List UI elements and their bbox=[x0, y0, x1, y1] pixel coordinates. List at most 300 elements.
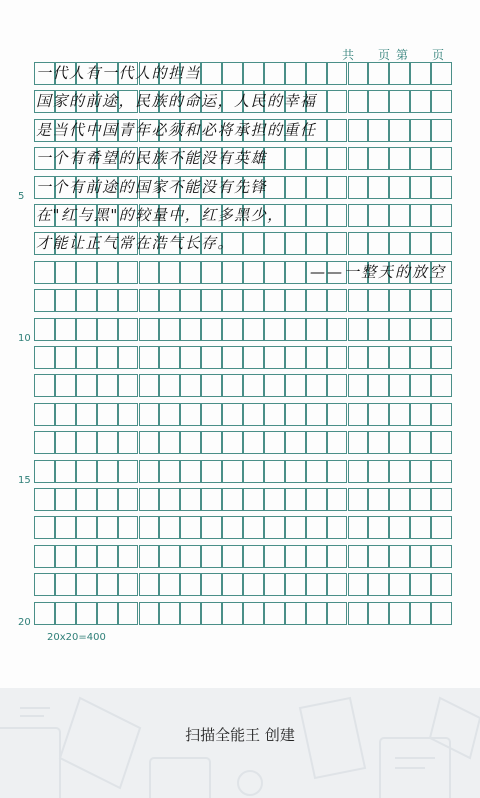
grid-cell bbox=[410, 90, 431, 113]
grid-cell bbox=[97, 346, 118, 369]
grid-cell bbox=[348, 545, 369, 568]
grid-cell bbox=[306, 374, 327, 397]
grid-cell bbox=[159, 431, 180, 454]
grid-cell bbox=[76, 346, 97, 369]
grid-cell bbox=[389, 318, 410, 341]
grid-cell bbox=[431, 204, 452, 227]
grid-cell bbox=[180, 460, 201, 483]
grid-cell bbox=[410, 602, 431, 625]
grid-cell bbox=[410, 545, 431, 568]
grid-cell bbox=[410, 289, 431, 312]
grid-cell bbox=[348, 431, 369, 454]
grid-cell bbox=[180, 602, 201, 625]
grid-row bbox=[34, 545, 452, 568]
page-counter-header: 共 页第 页 bbox=[341, 48, 450, 62]
grid-cell bbox=[201, 460, 222, 483]
grid-cell bbox=[222, 289, 243, 312]
grid-cell bbox=[55, 318, 76, 341]
grid-cell bbox=[34, 261, 55, 284]
grid-cell bbox=[118, 545, 139, 568]
grid-cell bbox=[76, 431, 97, 454]
grid-cell bbox=[431, 232, 452, 255]
grid-cell bbox=[327, 289, 348, 312]
grid-cell bbox=[431, 318, 452, 341]
author-signature: ——一整天的放空 bbox=[309, 262, 446, 281]
grid-cell bbox=[243, 318, 264, 341]
grid-cell bbox=[243, 289, 264, 312]
row-number-20: 20 bbox=[18, 617, 31, 628]
grid-cell bbox=[201, 602, 222, 625]
grid-cell bbox=[264, 232, 285, 255]
grid-cell bbox=[118, 460, 139, 483]
grid-cell bbox=[264, 516, 285, 539]
grid-cell bbox=[139, 346, 160, 369]
grid-cell bbox=[306, 545, 327, 568]
grid-cell bbox=[139, 289, 160, 312]
grid-cell bbox=[222, 261, 243, 284]
grid-cell bbox=[264, 62, 285, 85]
grid-cell bbox=[97, 545, 118, 568]
grid-cell bbox=[327, 318, 348, 341]
grid-cell bbox=[306, 318, 327, 341]
grid-cell bbox=[348, 62, 369, 85]
grid-cell bbox=[264, 431, 285, 454]
grid-cell bbox=[327, 516, 348, 539]
grid-cell bbox=[222, 346, 243, 369]
grid-cell bbox=[97, 289, 118, 312]
grid-cell bbox=[431, 403, 452, 426]
grid-cell bbox=[222, 488, 243, 511]
grid-cell bbox=[264, 147, 285, 170]
grid-cell bbox=[222, 403, 243, 426]
grid-cell bbox=[34, 403, 55, 426]
grid-cell bbox=[327, 90, 348, 113]
grid-row bbox=[34, 460, 452, 483]
grid-cell bbox=[410, 460, 431, 483]
grid-cell bbox=[264, 403, 285, 426]
grid-cell bbox=[431, 119, 452, 142]
grid-row bbox=[34, 488, 452, 511]
handwritten-line: 一个有前途的国家不能没有先锋 bbox=[36, 177, 268, 196]
grid-cell bbox=[264, 460, 285, 483]
grid-cell bbox=[180, 318, 201, 341]
grid-cell bbox=[431, 346, 452, 369]
grid-cell bbox=[243, 403, 264, 426]
grid-cell bbox=[201, 62, 222, 85]
grid-cell bbox=[410, 431, 431, 454]
grid-cell bbox=[159, 488, 180, 511]
grid-cell bbox=[139, 374, 160, 397]
grid-cell bbox=[139, 516, 160, 539]
grid-row bbox=[34, 147, 452, 170]
grid-cell bbox=[327, 119, 348, 142]
grid-cell bbox=[368, 403, 389, 426]
grid-cell bbox=[389, 431, 410, 454]
grid-cell bbox=[264, 176, 285, 199]
grid-cell bbox=[34, 289, 55, 312]
grid-cell bbox=[410, 573, 431, 596]
grid-cell bbox=[55, 516, 76, 539]
grid-cell bbox=[180, 573, 201, 596]
grid-cell bbox=[431, 431, 452, 454]
grid-cell bbox=[264, 374, 285, 397]
grid-cell bbox=[306, 204, 327, 227]
grid-cell bbox=[327, 460, 348, 483]
handwritten-line: 才能让正气常在浩气长存。 bbox=[36, 234, 235, 253]
grid-cell bbox=[159, 602, 180, 625]
grid-cell bbox=[368, 573, 389, 596]
grid-cell bbox=[410, 318, 431, 341]
grid-cell bbox=[285, 460, 306, 483]
grid-cell bbox=[389, 545, 410, 568]
grid-cell bbox=[327, 62, 348, 85]
grid-cell bbox=[410, 374, 431, 397]
grid-cell bbox=[389, 90, 410, 113]
grid-cell bbox=[306, 488, 327, 511]
grid-cell bbox=[222, 516, 243, 539]
grid-cell bbox=[285, 204, 306, 227]
grid-cell bbox=[180, 545, 201, 568]
grid-cell bbox=[201, 289, 222, 312]
grid-cell bbox=[368, 204, 389, 227]
grid-cell bbox=[306, 403, 327, 426]
grid-cell bbox=[201, 346, 222, 369]
handwritten-line: 国家的前途，民族的命运，人民的幸福 bbox=[36, 92, 317, 111]
grid-cell bbox=[55, 488, 76, 511]
handwritten-line: 在"红与黑"的较量中，红多黑少， bbox=[36, 206, 284, 224]
grid-cell bbox=[34, 346, 55, 369]
grid-cell bbox=[55, 403, 76, 426]
grid-cell bbox=[180, 516, 201, 539]
grid-cell bbox=[222, 460, 243, 483]
grid-cell bbox=[368, 488, 389, 511]
grid-cell bbox=[368, 318, 389, 341]
grid-cell bbox=[118, 488, 139, 511]
grid-cell bbox=[327, 147, 348, 170]
grid-cell bbox=[159, 374, 180, 397]
grid-cell bbox=[97, 516, 118, 539]
grid-cell bbox=[285, 403, 306, 426]
grid-cell bbox=[348, 346, 369, 369]
grid-row bbox=[34, 346, 452, 369]
grid-cell bbox=[118, 346, 139, 369]
footer-banner bbox=[0, 688, 480, 798]
grid-cell bbox=[410, 147, 431, 170]
grid-row bbox=[34, 374, 452, 397]
grid-cell bbox=[180, 403, 201, 426]
grid-cell bbox=[243, 62, 264, 85]
grid-cell bbox=[222, 374, 243, 397]
grid-cell bbox=[285, 147, 306, 170]
grid-cell bbox=[159, 346, 180, 369]
grid-cell bbox=[389, 147, 410, 170]
grid-cell bbox=[285, 62, 306, 85]
grid-cell bbox=[159, 460, 180, 483]
grid-cell bbox=[76, 460, 97, 483]
grid-cell bbox=[34, 374, 55, 397]
grid-cell bbox=[285, 289, 306, 312]
grid-cell bbox=[389, 403, 410, 426]
grid-cell bbox=[264, 289, 285, 312]
grid-cell bbox=[431, 602, 452, 625]
grid-cell bbox=[285, 431, 306, 454]
grid-cell bbox=[285, 374, 306, 397]
grid-cell bbox=[118, 403, 139, 426]
grid-cell bbox=[327, 374, 348, 397]
grid-cell bbox=[368, 90, 389, 113]
grid-cell bbox=[431, 545, 452, 568]
grid-cell bbox=[327, 431, 348, 454]
grid-cell bbox=[348, 318, 369, 341]
grid-cell bbox=[76, 403, 97, 426]
grid-cell bbox=[285, 602, 306, 625]
grid-cell bbox=[180, 374, 201, 397]
manuscript-grid bbox=[34, 62, 452, 624]
grid-cell bbox=[264, 346, 285, 369]
grid-cell bbox=[431, 374, 452, 397]
grid-cell bbox=[410, 516, 431, 539]
grid-row bbox=[34, 318, 452, 341]
grid-cell bbox=[180, 431, 201, 454]
grid-cell bbox=[201, 488, 222, 511]
grid-cell bbox=[348, 204, 369, 227]
grid-row bbox=[34, 573, 452, 596]
grid-row bbox=[34, 431, 452, 454]
grid-cell bbox=[410, 403, 431, 426]
grid-cell bbox=[348, 602, 369, 625]
grid-cell bbox=[431, 488, 452, 511]
grid-cell bbox=[327, 403, 348, 426]
grid-cell bbox=[368, 147, 389, 170]
grid-cell bbox=[139, 403, 160, 426]
grid-cell bbox=[348, 488, 369, 511]
grid-cell bbox=[327, 545, 348, 568]
grid-cell bbox=[431, 62, 452, 85]
grid-cell bbox=[389, 516, 410, 539]
handwritten-line: 一个有希望的民族不能没有英雄 bbox=[36, 149, 268, 168]
handwritten-line: 是当代中国青年必须和必将承担的重任 bbox=[36, 120, 317, 139]
grid-cell bbox=[368, 460, 389, 483]
row-number-10: 10 bbox=[18, 333, 31, 344]
grid-cell bbox=[243, 545, 264, 568]
grid-cell bbox=[76, 602, 97, 625]
grid-cell bbox=[118, 289, 139, 312]
grid-cell bbox=[180, 346, 201, 369]
footer-caption: 扫描全能王 创建 bbox=[185, 726, 295, 744]
grid-cell bbox=[34, 602, 55, 625]
grid-cell bbox=[410, 488, 431, 511]
grid-cell bbox=[76, 573, 97, 596]
grid-cell bbox=[97, 431, 118, 454]
grid-cell bbox=[285, 176, 306, 199]
grid-cell bbox=[118, 318, 139, 341]
grid-cell bbox=[159, 289, 180, 312]
grid-cell bbox=[431, 147, 452, 170]
grid-cell bbox=[327, 602, 348, 625]
grid-cell bbox=[306, 147, 327, 170]
grid-cell bbox=[348, 573, 369, 596]
grid-cell bbox=[431, 516, 452, 539]
grid-cell bbox=[118, 374, 139, 397]
grid-cell bbox=[201, 261, 222, 284]
grid-cell bbox=[285, 232, 306, 255]
grid-cell bbox=[264, 602, 285, 625]
grid-cell bbox=[368, 289, 389, 312]
grid-cell bbox=[76, 318, 97, 341]
grid-cell bbox=[389, 232, 410, 255]
grid-cell bbox=[34, 516, 55, 539]
grid-cell bbox=[389, 62, 410, 85]
grid-cell bbox=[348, 119, 369, 142]
grid-cell bbox=[159, 403, 180, 426]
grid-cell bbox=[97, 261, 118, 284]
grid-cell bbox=[306, 602, 327, 625]
grid-cell bbox=[34, 318, 55, 341]
grid-cell bbox=[97, 602, 118, 625]
grid-cell bbox=[97, 374, 118, 397]
grid-cell bbox=[243, 374, 264, 397]
grid-cell bbox=[368, 516, 389, 539]
grid-cell bbox=[222, 62, 243, 85]
grid-cell bbox=[118, 516, 139, 539]
grid-row bbox=[34, 62, 452, 85]
grid-cell bbox=[410, 346, 431, 369]
row-number-15: 15 bbox=[18, 475, 31, 486]
grid-cell bbox=[389, 289, 410, 312]
grid-cell bbox=[348, 147, 369, 170]
grid-cell bbox=[34, 545, 55, 568]
grid-cell bbox=[368, 232, 389, 255]
grid-cell bbox=[76, 374, 97, 397]
grid-cell bbox=[327, 488, 348, 511]
grid-cell bbox=[76, 261, 97, 284]
grid-cell bbox=[368, 602, 389, 625]
grid-cell bbox=[76, 488, 97, 511]
grid-cell bbox=[243, 346, 264, 369]
grid-cell bbox=[348, 90, 369, 113]
grid-cell bbox=[368, 431, 389, 454]
grid-cell bbox=[285, 516, 306, 539]
grid-row bbox=[34, 90, 452, 113]
grid-cell bbox=[201, 403, 222, 426]
grid-cell bbox=[389, 573, 410, 596]
grid-cell bbox=[55, 460, 76, 483]
grid-cell bbox=[327, 346, 348, 369]
grid-cell bbox=[201, 516, 222, 539]
grid-cell bbox=[243, 516, 264, 539]
grid-cell bbox=[201, 545, 222, 568]
grid-row bbox=[34, 289, 452, 312]
grid-cell bbox=[55, 289, 76, 312]
grid-cell bbox=[76, 289, 97, 312]
grid-cell bbox=[222, 318, 243, 341]
grid-cell bbox=[34, 573, 55, 596]
grid-cell bbox=[285, 261, 306, 284]
grid-cell bbox=[55, 602, 76, 625]
grid-cell bbox=[389, 346, 410, 369]
grid-cell bbox=[222, 602, 243, 625]
grid-cell bbox=[159, 573, 180, 596]
grid-cell bbox=[118, 261, 139, 284]
grid-cell bbox=[264, 545, 285, 568]
grid-cell bbox=[410, 62, 431, 85]
grid-cell bbox=[431, 460, 452, 483]
grid-row bbox=[34, 119, 452, 142]
grid-cell bbox=[159, 261, 180, 284]
grid-cell bbox=[159, 516, 180, 539]
grid-cell bbox=[264, 318, 285, 341]
grid-cell bbox=[55, 346, 76, 369]
grid-cell bbox=[348, 516, 369, 539]
grid-row bbox=[34, 602, 452, 625]
grid-cell bbox=[410, 176, 431, 199]
grid-cell bbox=[139, 431, 160, 454]
grid-cell bbox=[159, 318, 180, 341]
grid-cell bbox=[97, 460, 118, 483]
grid-cell bbox=[285, 545, 306, 568]
grid-cell bbox=[431, 573, 452, 596]
row-number-5: 5 bbox=[18, 191, 25, 202]
grid-cell bbox=[76, 545, 97, 568]
grid-cell bbox=[389, 119, 410, 142]
grid-cell bbox=[97, 573, 118, 596]
grid-cell bbox=[285, 346, 306, 369]
grid-cell bbox=[306, 573, 327, 596]
grid-cell bbox=[139, 602, 160, 625]
grid-cell bbox=[139, 261, 160, 284]
grid-cell bbox=[306, 289, 327, 312]
grid-cell bbox=[139, 460, 160, 483]
grid-cell bbox=[243, 602, 264, 625]
grid-cell bbox=[97, 318, 118, 341]
grid-cell bbox=[306, 431, 327, 454]
grid-cell bbox=[139, 488, 160, 511]
grid-cell bbox=[306, 176, 327, 199]
grid-cell bbox=[222, 545, 243, 568]
grid-cell bbox=[34, 460, 55, 483]
grid-cell bbox=[348, 232, 369, 255]
grid-row bbox=[34, 176, 452, 199]
grid-cell bbox=[55, 431, 76, 454]
grid-cell bbox=[97, 488, 118, 511]
grid-row bbox=[34, 204, 452, 227]
grid-cell bbox=[306, 516, 327, 539]
grid-cell bbox=[431, 176, 452, 199]
grid-cell bbox=[243, 460, 264, 483]
grid-cell bbox=[118, 431, 139, 454]
grid-cell bbox=[327, 232, 348, 255]
grid-cell bbox=[55, 374, 76, 397]
grid-cell bbox=[410, 232, 431, 255]
grid-cell bbox=[201, 318, 222, 341]
grid-cell bbox=[389, 176, 410, 199]
grid-row bbox=[34, 403, 452, 426]
grid-cell bbox=[306, 232, 327, 255]
grid-row bbox=[34, 261, 452, 284]
grid-cell bbox=[348, 460, 369, 483]
grid-cell bbox=[306, 346, 327, 369]
grid-cell bbox=[222, 573, 243, 596]
grid-cell bbox=[285, 318, 306, 341]
grid-cell bbox=[159, 545, 180, 568]
grid-cell bbox=[410, 204, 431, 227]
grid-cell bbox=[243, 573, 264, 596]
grid-row bbox=[34, 516, 452, 539]
grid-row bbox=[34, 232, 452, 255]
grid-cell bbox=[389, 374, 410, 397]
grid-cell bbox=[55, 261, 76, 284]
grid-cell bbox=[139, 318, 160, 341]
